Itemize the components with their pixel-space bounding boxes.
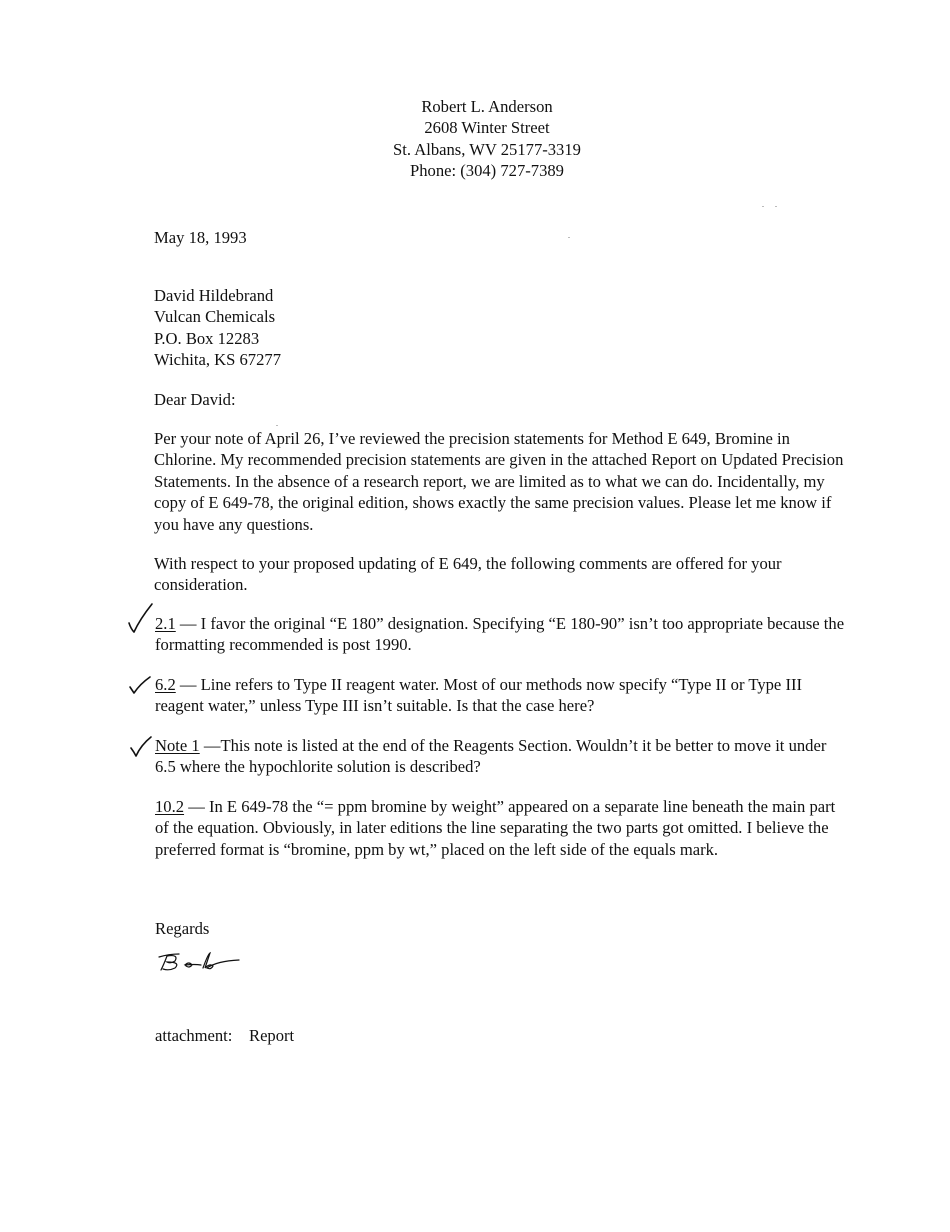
handwritten-check-icon [128, 675, 152, 695]
sender-phone: Phone: (304) 727-7389 [410, 161, 564, 181]
comment-ref: 6.2 [155, 675, 176, 694]
comment-text: — Line refers to Type II reagent water. Most of our methods now specify “Type II or Type III reagent water,” unless Type III isn’t suitable. Is that the case here? [155, 675, 803, 716]
recipient-city: Wichita, KS 67277 [154, 350, 281, 370]
scan-speck [568, 237, 570, 238]
recipient-address [154, 285, 844, 371]
recipient-box: P.O. Box 12283 [154, 328, 260, 348]
comment-item [155, 613, 845, 656]
body-paragraph: Per your note of April 26, I’ve reviewed the precision statements for Method E 649, Bromine in Chlorine. My recommended precision statements are given in the attached Report on Updated Precision Statements. In the absence of a research report, we are limited as to what we can do. Incidentally, my copy of E 649-78, the original edition, shows exactly the same precision values. Please let me know if you have any questions. [154, 429, 844, 534]
handwritten-signature [155, 948, 245, 978]
letter-date: May 18, 1993 [154, 228, 247, 247]
handwritten-check-icon [129, 736, 153, 758]
salutation: Dear David: [154, 390, 236, 409]
letterhead [337, 96, 637, 182]
attachment-line [155, 1025, 294, 1046]
comment-text: — I favor the original “E 180” designation. Specifying “E 180-90” isn’t too appropriate because the formatting recommended is post 1990. [155, 614, 845, 655]
sender-street: 2608 Winter Street [424, 118, 550, 138]
comment-item [155, 674, 845, 717]
sender-city: St. Albans, WV 25177-3319 [393, 139, 581, 159]
recipient-company: Vulcan Chemicals [154, 307, 276, 327]
attachment-value: Report [249, 1026, 295, 1045]
comment-text: —This note is listed at the end of the Reagents Section. Wouldn’t it be better to move it under 6.5 where the hypochlorite solution is described? [155, 736, 827, 777]
scan-speck [775, 206, 777, 207]
comment-text: — In E 649-78 the “= ppm bromine by weight” appeared on a separate line beneath the main part of the equation. Obviously, in later editions the line separating the two parts got omitted. I believe the preferred format is “bromine, ppm by wt,” placed on the left side of the equals mark. [155, 797, 836, 859]
scan-speck [762, 206, 764, 207]
comment-item [155, 796, 845, 860]
comment-ref: Note 1 [155, 736, 200, 755]
closing: Regards [155, 919, 210, 938]
comment-ref: 2.1 [155, 614, 176, 633]
comment-item [155, 735, 845, 778]
recipient-name: David Hildebrand [154, 286, 274, 305]
sender-name: Robert L. Anderson [421, 97, 553, 116]
body-paragraph: With respect to your proposed updating of E 649, the following comments are offered for your consideration. [154, 554, 782, 595]
attachment-label: attachment: [155, 1026, 233, 1045]
handwritten-check-icon [126, 601, 154, 635]
scan-speck [276, 425, 278, 426]
comment-ref: 10.2 [155, 797, 185, 816]
